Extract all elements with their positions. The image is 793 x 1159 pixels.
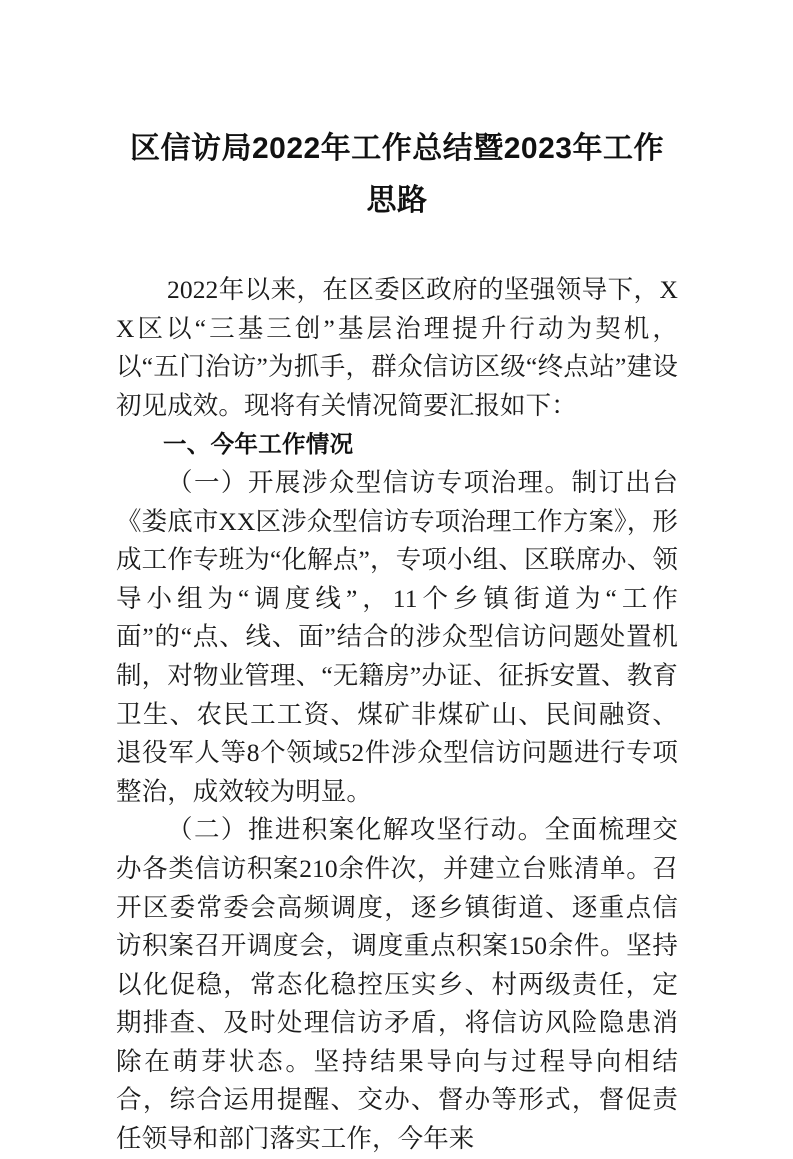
paragraph-item-1: （一）开展涉众型信访专项治理。制订出台《娄底市XX区涉众型信访专项治理工作方案》，形成工作专班为“化解点”，专项小组、区联席办、领导小组为“调度线”，11个乡镇街道为“工作面”的“点、线、面”结合的涉众型信访问题处置机制，对物业管理、“无籍房”办证、征拆安置、教育卫生、农民工工资、煤矿非煤矿山、民间融资、退役军人等8个领域52件涉众型信访问题进行专项整治，成效较为明显。	[116, 467, 678, 806]
paragraph-intro: 2022年以来，在区委区政府的坚强领导下，XX区以“三基三创”基层治理提升行动为契机，以“五门治访”为抓手，群众信访区级“终点站”建设初见成效。现将有关情况简要汇报如下：	[116, 275, 678, 420]
paragraph-item-2: （二）推进积案化解攻坚行动。全面梳理交办各类信访积案210余件次，并建立台账清单。召开区委常委会高频调度，逐乡镇街道、逐重点信访积案召开调度会，调度重点积案150余件。坚持以化促稳，常态化稳控压实乡、村两级责任，定期排查、及时处理信访矛盾，将信访风险隐患消除在萌芽状态。坚持结果导向与过程导向相结合，综合运用提醒、交办、督办等形式，督促责任领导和部门落实工作，今年来	[116, 815, 678, 1154]
document-body	[116, 0, 678, 1159]
title-spacer	[116, 227, 678, 271]
section-heading-1: 一、今年工作情况	[163, 431, 354, 458]
page-title: 区信访局2022年工作总结暨2023年工作思路	[130, 132, 664, 217]
